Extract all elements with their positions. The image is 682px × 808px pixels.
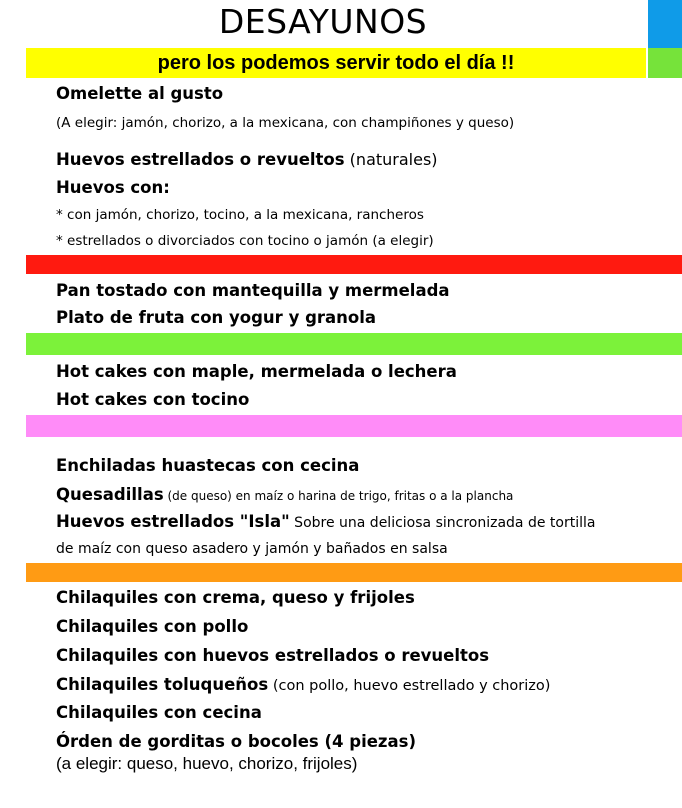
menu-item-chilaquiles-crema: Chilaquiles con crema, queso y frijoles [56, 588, 415, 607]
subtitle: pero los podemos servir todo el día !! [157, 52, 515, 74]
menu-item-label: Huevos estrellados "Isla" [56, 512, 290, 531]
menu-item-note: (de queso) en maíz o harina de trigo, fritas o a la plancha [163, 489, 514, 503]
menu-item-hot-cakes-1: Hot cakes con maple, mermelada o lechera [56, 362, 457, 381]
menu-item-note: Sobre una deliciosa sincronizada de tortilla [289, 515, 596, 531]
menu-item-hot-cakes-2: Hot cakes con tocino [56, 390, 250, 409]
menu-item-huevos-estrellados [56, 150, 438, 169]
menu-item-enchiladas: Enchiladas huastecas con cecina [56, 456, 360, 475]
menu-item-chilaquiles-toluquenos [56, 675, 550, 694]
subtitle-accent-block [648, 48, 682, 78]
divider-green [26, 333, 682, 355]
menu-item-huevos-con: Huevos con: [56, 178, 170, 197]
menu-item-label: Quesadillas [56, 485, 164, 504]
menu-item-omelette-desc: (A elegir: jamón, chorizo, a la mexicana, con champiñones y queso) [56, 115, 515, 131]
menu-item-note: (con pollo, huevo estrellado y chorizo) [268, 678, 551, 694]
menu-item-quesadillas [56, 485, 513, 504]
menu-item-note: (naturales) [344, 150, 438, 169]
page-title: DESAYUNOS [218, 2, 428, 41]
menu-item-label: Huevos estrellados o revueltos [56, 150, 345, 169]
menu-item-huevos-con-option-1: * con jamón, chorizo, tocino, a la mexicana, rancheros [56, 207, 424, 223]
menu-item-plato-fruta: Plato de fruta con yogur y granola [56, 308, 377, 327]
divider-red [26, 255, 682, 274]
menu-item-chilaquiles-huevos: Chilaquiles con huevos estrellados o revueltos [56, 646, 490, 665]
menu-item-huevos-isla-desc: de maíz con queso asadero y jamón y bañados en salsa [56, 541, 448, 557]
menu-item-gorditas: Órden de gorditas o bocoles (4 piezas) [56, 732, 417, 751]
menu-item-chilaquiles-pollo: Chilaquiles con pollo [56, 617, 249, 636]
menu-item-omelette: Omelette al gusto [56, 84, 224, 103]
divider-pink [26, 415, 682, 437]
menu-item-label: Chilaquiles toluqueños [56, 675, 269, 694]
title-accent-block [648, 0, 682, 48]
menu-item-pan-tostado: Pan tostado con mantequilla y mermelada [56, 281, 450, 300]
menu-item-chilaquiles-cecina: Chilaquiles con cecina [56, 703, 262, 722]
menu-item-huevos-isla [56, 512, 595, 531]
menu-item-gorditas-desc: (a elegir: queso, huevo, chorizo, frijoles) [56, 754, 358, 773]
divider-orange [26, 563, 682, 582]
menu-item-huevos-con-option-2: * estrellados o divorciados con tocino o jamón (a elegir) [56, 233, 434, 249]
